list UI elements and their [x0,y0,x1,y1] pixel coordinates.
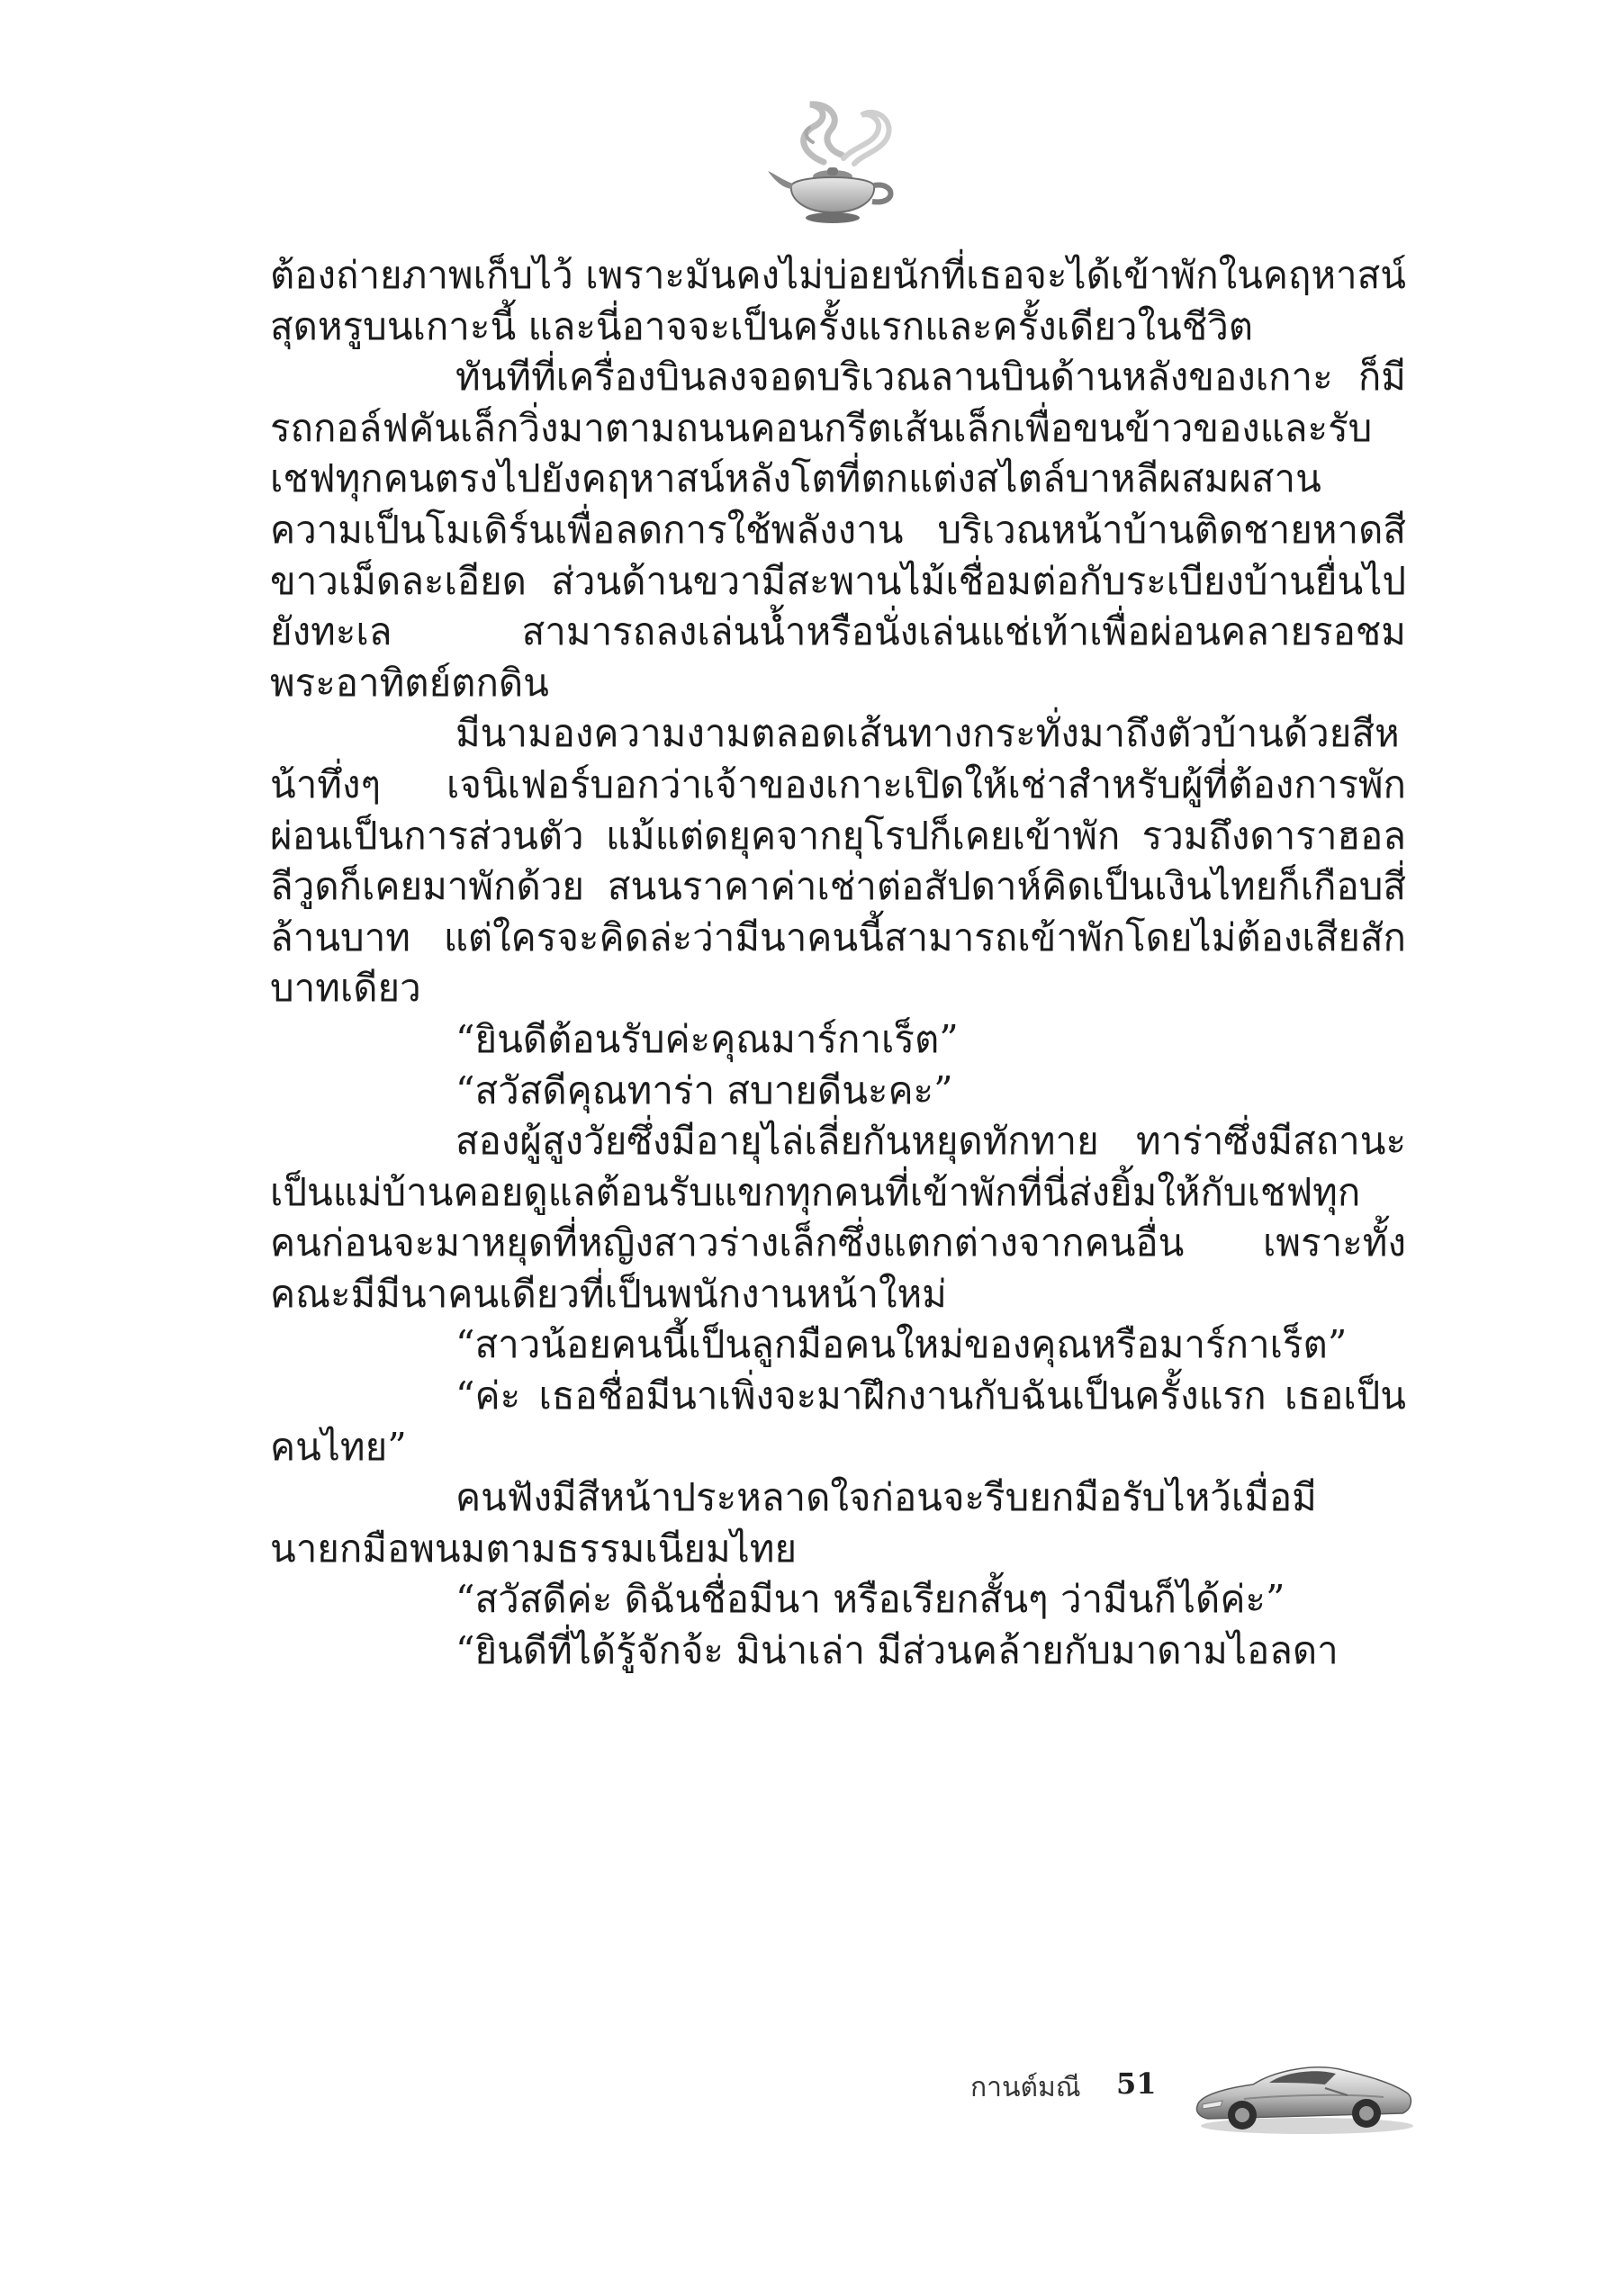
dialogue-line: “ค่ะ เธอชื่อมีนาเพิ่งจะมาฝึกงานกับฉันเป็นครั้งแรก เธอเป็นคนไทย” [270,1373,1406,1469]
paragraph: ทันทีที่เครื่องบินลงจอดบริเวณลานบินด้านหลังของเกาะ ก็มีรถกอล์ฟคันเล็กวิ่งมาตามถนนคอนกรีตเส้นเล็กเพื่อขนข้าวของและรับเชฟทุกคนตรงไปยังคฤหาสน์หลังโตที่ตกแต่งสไตล์บาหลีผสมผสานความเป็นโมเดิร์นเพื่อลดการใช้พลังงาน บริเวณหน้าบ้านติดชายหาดสีขาวเม็ดละเอียด ส่วนด้านขวามีสะพานไม้เชื่อมต่อกับระเบียงบ้านยื่นไปยังทะเล สามารถลงเล่นน้ำหรือนั่งเล่นแช่เท้าเพื่อผ่อนคลายรอชมพระอาทิตย์ตกดิน [270,355,1406,705]
dialogue-line: “ยินดีต้อนรับค่ะคุณมาร์กาเร็ต” [455,1016,959,1061]
teapot-ornament-icon [761,99,905,234]
page-number: 51 [1116,2066,1157,2101]
body-text [270,250,1406,1677]
dialogue-line: “สวัสดีคุณทาร่า สบายดีนะคะ” [455,1067,953,1112]
dialogue-line: “สวัสดีค่ะ ดิฉันชื่อมีนา หรือเรียกสั้นๆ ว่ามีนก็ได้ค่ะ” [455,1577,1285,1622]
sports-car-image [1190,2043,1415,2138]
dialogue-line: “สาวน้อยคนนี้เป็นลูกมือคนใหม่ของคุณหรือมาร์กาเร็ต” [455,1322,1348,1367]
paragraph: สองผู้สูงวัยซึ่งมีอายุไล่เลี่ยกันหยุดทักทาย ทาร่าซึ่งมีสถานะเป็นแม่บ้านคอยดูแลต้อนรับแขกทุกคนที่เข้าพักที่นี่ส่งยิ้มให้กับเชฟทุกคนก่อนจะมาหยุดที่หญิงสาวร่างเล็กซึ่งแตกต่างจากคนอื่น เพราะทั้งคณะมีมีนาคนเดียวที่เป็นพนักงานหน้าใหม่ [270,1119,1406,1316]
paragraph: ต้องถ่ายภาพเก็บไว้ เพราะมันคงไม่บ่อยนักที่เธอจะได้เข้าพักในคฤหาสน์ สุดหรูบนเกาะนี้ และนี่อาจจะเป็นครั้งแรกและครั้งเดียวในชีวิต [270,253,1406,348]
book-title: กานต์มณี [970,2072,1081,2103]
dialogue-line: “ยินดีที่ได้รู้จักจ้ะ มิน่าเล่า มีส่วนคล้ายกับมาดามไอลดา [455,1628,1339,1673]
paragraph: คนฟังมีสีหน้าประหลาดใจก่อนจะรีบยกมือรับไหว้เมื่อมีนายกมือพนมตามธรรมเนียมไทย [270,1475,1317,1571]
paragraph: มีนามองความงามตลอดเส้นทางกระทั่งมาถึงตัวบ้านด้วยสีหน้าทึ่งๆ เจนิเฟอร์บอกว่าเจ้าของเกาะเปิดให้เช่าสำหรับผู้ที่ต้องการพักผ่อนเป็นการส่วนตัว แม้แต่ดยุคจากยุโรปก็เคยเข้าพัก รวมถึงดาราฮอลลีวูดก็เคยมาพักด้วย สนนราคาค่าเช่าต่อสัปดาห์คิดเป็นเงินไทยก็เกือบสี่ล้านบาท แต่ใครจะคิดล่ะว่ามีนาคนนี้สามารถเข้าพักโดยไม่ต้องเสียสักบาทเดียว [270,711,1406,1011]
